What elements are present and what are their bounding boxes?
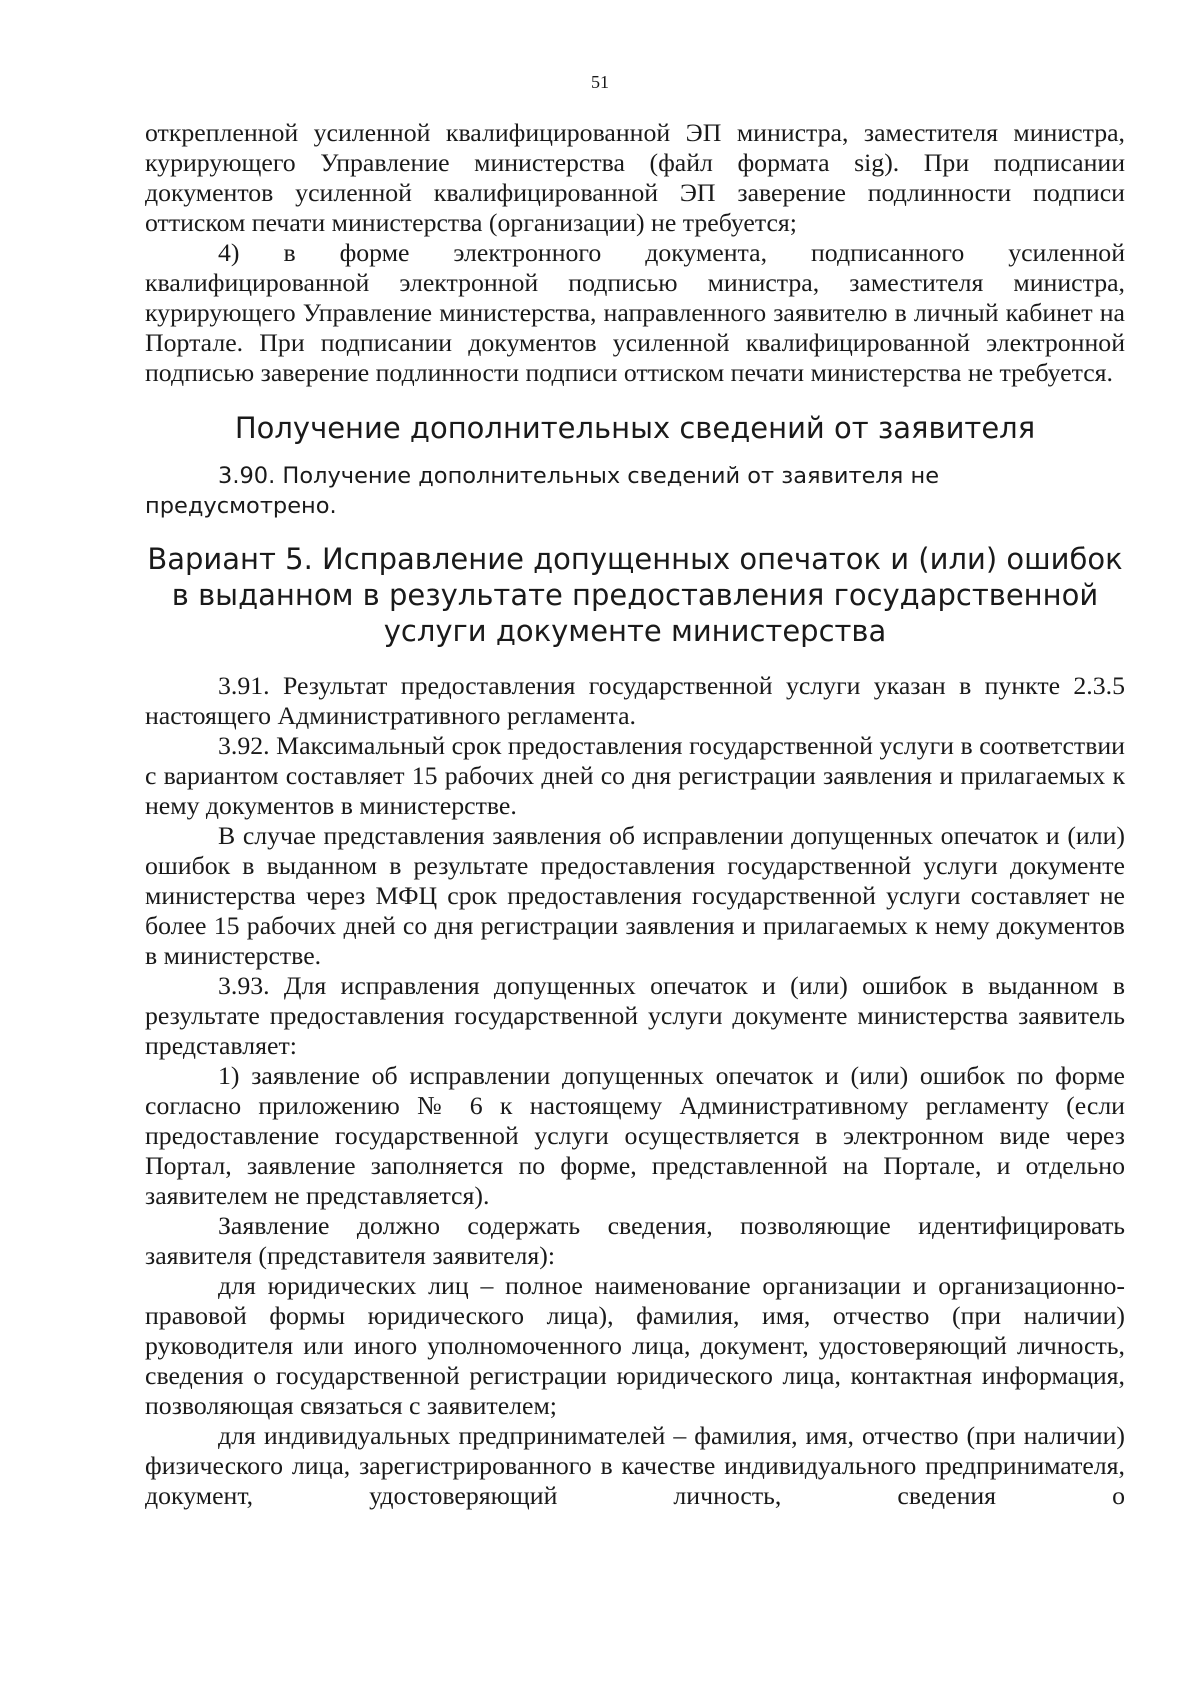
paragraph-3-93: 3.93. Для исправления допущенных опечаток и (или) ошибок в выданном в результате предоставления государственной услуги документе министерства заявитель представляет: — [145, 971, 1125, 1060]
document-body — [145, 118, 1125, 1511]
paragraph-3-90: 3.90. Получение дополнительных сведений от заявителя не предусмотрено. — [145, 463, 940, 519]
paragraph-legal-entities: для юридических лиц – полное наименование организации и организационно-правовой формы юридического лица), фамилия, имя, отчество (при наличии) руководителя или иного уполномоченного лица, документ, удостоверяющий личность, сведения о государственной регистрации юридического лица, контактная информация, позволяющая связаться с заявителем; — [145, 1271, 1125, 1420]
paragraph-application-content: Заявление должно содержать сведения, позволяющие идентифицировать заявителя (представителя заявителя): — [145, 1211, 1125, 1270]
paragraph-individual-entrepreneurs: для индивидуальных предпринимателей – фамилия, имя, отчество (при наличии) физического лица, зарегистрированного в качестве индивидуального предпринимателя, документ, удостоверяющий личность, сведения о — [145, 1421, 1125, 1510]
paragraph-item-1-application: 1) заявление об исправлении допущенных опечаток и (или) ошибок по форме согласно приложению № 6 к настоящему Административному регламенту (если предоставление государственной услуги осуществляется в электронном виде через Портал, заявление заполняется по форме, представленной на Портале, и отдельно заявителем не представляется). — [145, 1061, 1125, 1210]
section-heading-additional-info: Получение дополнительных сведений от заявителя — [234, 411, 1036, 445]
paragraph-signature-continuation: открепленной усиленной квалифицированной ЭП министра, заместителя министра, курирующего Управление министерства (файл формата sig). При подписании документов усиленной квалифицированной ЭП заверение подлинности подписи оттиском печати министерства (организации) не требуется; — [145, 118, 1125, 237]
paragraph-3-91: 3.91. Результат предоставления государственной услуги указан в пункте 2.3.5 настоящего Административного регламента. — [145, 671, 1125, 730]
paragraph-item-4: 4) в форме электронного документа, подписанного усиленной квалифицированной электронной подписью министра, заместителя министра, курирующего Управление министерства, направленного заявителю в личный кабинет на Портале. При подписании документов усиленной квалифицированной электронной подписью заверение подлинности подписи оттиском печати министерства не требуется. — [145, 238, 1125, 387]
page-number: 51 — [591, 72, 609, 92]
paragraph-mfc-term: В случае представления заявления об исправлении допущенных опечаток и (или) ошибок в выданном в результате предоставления государственной услуги документе министерства через МФЦ срок предоставления государственной услуги составляет не более 15 рабочих дней со дня регистрации заявления и прилагаемых к нему документов в министерстве. — [145, 821, 1125, 970]
section-heading-variant-5: Вариант 5. Исправление допущенных опечаток и (или) ошибок в выданном в результате предоставления государственной услуги документе министерства — [147, 542, 1123, 648]
paragraph-3-92: 3.92. Максимальный срок предоставления государственной услуги в соответствии с вариантом составляет 15 рабочих дней со дня регистрации заявления и прилагаемых к нему документов в министерстве. — [145, 731, 1125, 820]
